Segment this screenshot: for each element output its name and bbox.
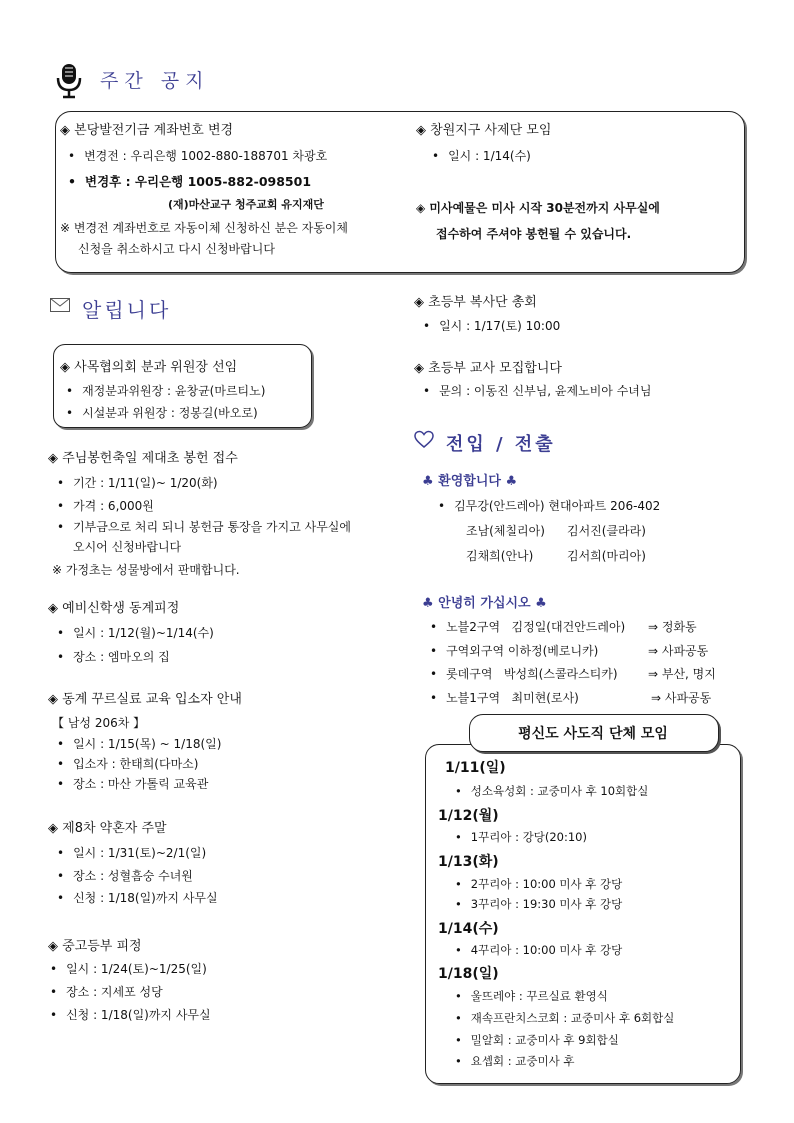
farewell-name: • 구역외구역 이하정(베로니카) <box>430 642 598 659</box>
highschool-item: • 일시 : 1/24(토)~1/25(일) <box>50 960 207 977</box>
altar-servers-heading: ◈ 초등부 복사단 총회 <box>414 295 537 310</box>
farewell-destination: ⇒ 정화동 <box>648 620 697 634</box>
microphone-icon <box>55 62 83 100</box>
group-item: • 요셉회 : 교중미사 후 <box>455 1053 575 1069</box>
group-item: • 울뜨레야 : 꾸르실료 환영식 <box>455 988 608 1004</box>
group-item: • 2꾸리아 : 10:00 미사 후 강당 <box>455 876 622 892</box>
group-date: 1/13(화) <box>438 854 499 870</box>
welcome-name: 김서진(클라라) <box>567 524 646 538</box>
farewell-destination: ⇒ 사파공동 <box>651 691 712 705</box>
account-after: • 변경후 : 우리은행 1005-882-098501 <box>68 172 311 190</box>
highschool-item: • 신청 : 1/18(일)까지 사무실 <box>50 1006 211 1023</box>
announcements-title: 알립니다 <box>82 298 172 322</box>
farewell-heading: ♣ 안녕히 가십시오 ♣ <box>422 596 547 611</box>
mass-offering-notice-1: ◈ 미사예물은 미사 시작 30분전까지 사무실에 <box>416 201 660 215</box>
group-date: 1/12(월) <box>438 808 499 824</box>
account-note-2: 신청을 취소하시고 다시 신청바랍니다 <box>78 242 275 256</box>
welcome-name: 김채희(안나) <box>466 549 534 563</box>
council-item: • 시설분과 위원장 : 정봉길(바오로) <box>66 404 258 421</box>
groups-title: 평신도 사도직 단체 모임 <box>518 726 668 742</box>
group-date: 1/14(수) <box>438 921 499 937</box>
group-item: • 밀알회 : 교중미사 후 9회합실 <box>455 1032 619 1048</box>
priests-meeting-date: • 일시 : 1/14(수) <box>432 147 531 164</box>
farewell-destination: ⇒ 부산, 명지 <box>648 667 716 681</box>
welcome-heading: ♣ 환영합니다 ♣ <box>422 474 518 489</box>
candle-heading: ◈ 주님봉헌축일 제대초 봉헌 접수 <box>48 451 238 466</box>
engaged-heading: ◈ 제8차 약혼자 주말 <box>48 821 167 836</box>
cursillo-sub: 【 남성 206차 】 <box>52 716 146 730</box>
candle-note: ※ 가정초는 성물방에서 판매합니다. <box>52 563 240 577</box>
group-date: 1/18(일) <box>438 966 499 982</box>
highschool-heading: ◈ 중고등부 피정 <box>48 939 142 954</box>
group-item: • 1꾸리아 : 강당(20:10) <box>455 829 587 845</box>
bank-account-heading: ◈ 본당발전기금 계좌번호 변경 <box>60 123 234 138</box>
candle-item: • 기부금으로 처리 되니 봉헌금 통장을 가지고 사무실에 <box>57 518 351 535</box>
heart-icon <box>414 430 434 450</box>
welcome-line: • 김무강(안드레아) 현대아파트 206-402 <box>438 497 660 514</box>
engaged-item: • 일시 : 1/31(토)~2/1(일) <box>57 844 206 861</box>
mass-offering-notice-2: 접수하여 주셔야 봉헌될 수 있습니다. <box>436 227 632 241</box>
welcome-name: 조남(체칠리아) <box>466 524 545 538</box>
altar-servers-item: • 일시 : 1/17(토) 10:00 <box>423 317 560 334</box>
engaged-item: • 장소 : 성혈흠숭 수녀원 <box>57 867 193 884</box>
seminary-item: • 장소 : 엠마오의 집 <box>57 648 170 665</box>
candle-item-cont: 오시어 신청바랍니다 <box>73 540 182 554</box>
page-title: 주간 공지 <box>100 70 210 92</box>
farewell-destination: ⇒ 사파공동 <box>648 644 709 658</box>
account-before: • 변경전 : 우리은행 1002-880-188701 차광호 <box>68 147 327 164</box>
farewell-name: • 롯데구역 박성희(스콜라스티카) <box>430 665 618 682</box>
cursillo-heading: ◈ 동계 꾸르실료 교육 입소자 안내 <box>48 692 242 707</box>
seminary-item: • 일시 : 1/12(월)~1/14(수) <box>57 624 214 641</box>
moves-title: 전입 / 전출 <box>446 434 556 455</box>
cursillo-item: • 장소 : 마산 가톨릭 교육관 <box>57 775 208 792</box>
group-item: • 재속프란치스코회 : 교중미사 후 6회합실 <box>455 1010 674 1026</box>
group-item: • 4꾸리아 : 10:00 미사 후 강당 <box>455 942 622 958</box>
council-item: • 재정분과위원장 : 윤창균(마르티노) <box>66 382 265 399</box>
highschool-item: • 장소 : 지세포 성당 <box>50 983 163 1000</box>
teachers-item: • 문의 : 이동진 신부님, 윤제노비아 수녀님 <box>423 382 651 399</box>
teachers-heading: ◈ 초등부 교사 모집합니다 <box>414 361 562 376</box>
engaged-item: • 신청 : 1/18(일)까지 사무실 <box>57 889 218 906</box>
cursillo-item: • 일시 : 1/15(목) ~ 1/18(일) <box>57 735 221 752</box>
group-item: • 3꾸리아 : 19:30 미사 후 강당 <box>455 896 622 912</box>
account-note-1: ※ 변경전 계좌번호로 자동이체 신청하신 분은 자동이체 <box>60 221 348 235</box>
farewell-name: • 노블1구역 최미현(로사) <box>430 689 579 706</box>
envelope-icon <box>50 298 70 312</box>
candle-item: • 가격 : 6,000원 <box>57 497 154 514</box>
candle-item: • 기간 : 1/11(일)~ 1/20(화) <box>57 474 218 491</box>
welcome-name: 김서희(마리아) <box>567 549 646 563</box>
group-item: • 성소육성회 : 교중미사 후 10회합실 <box>455 783 648 799</box>
account-owner: (재)마산교구 청주교회 유지재단 <box>168 198 324 211</box>
farewell-name: • 노블2구역 김정일(대건안드레아) <box>430 618 625 635</box>
priests-meeting-heading: ◈ 창원지구 사제단 모임 <box>416 123 552 138</box>
council-heading: ◈ 사목협의회 분과 위원장 선임 <box>60 360 238 375</box>
seminary-heading: ◈ 예비신학생 동계피정 <box>48 601 180 616</box>
group-date: 1/11(일) <box>445 760 506 776</box>
cursillo-item: • 입소자 : 한태희(다마소) <box>57 755 198 772</box>
